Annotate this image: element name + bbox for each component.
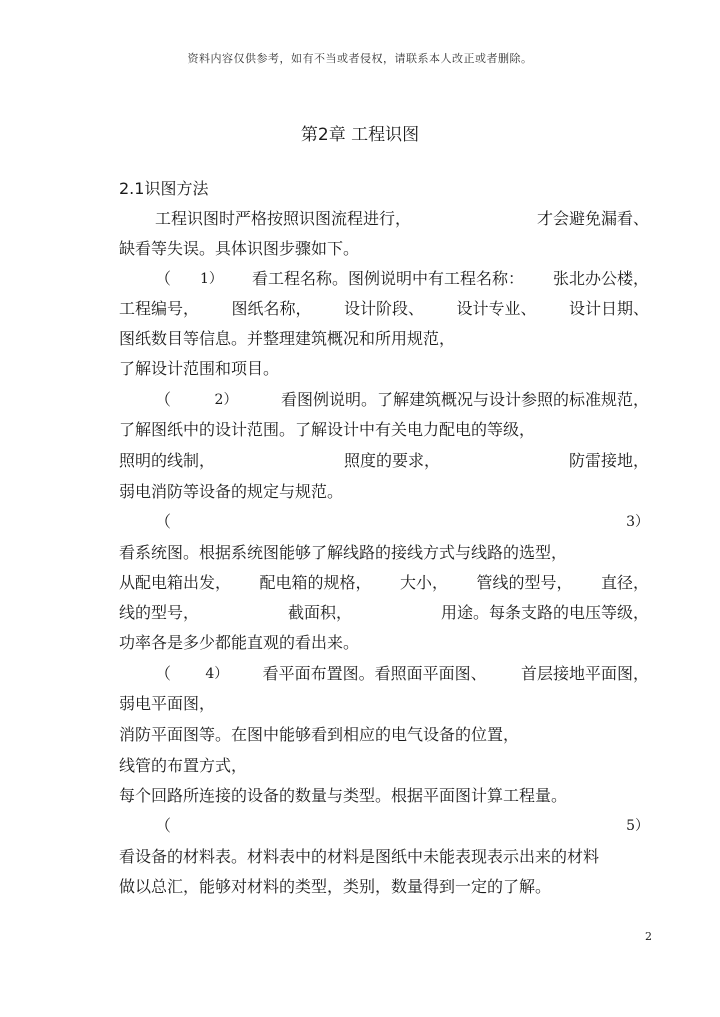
paragraph-line: 了解图纸中的设计范围。了解设计中有关电力配电的等级，	[119, 420, 536, 439]
paragraph-line: （ 1） 看工程名称。图例说明中有工程名称： 张北办公楼，	[155, 269, 649, 288]
paragraph-line: 工程编号， 图纸名称， 设计阶段、 设计专业、 设计日期、	[119, 299, 649, 318]
paragraph-line: 消防平面图等。在图中能够看到相应的电气设备的位置，	[119, 725, 520, 744]
paragraph-line: （ 5）	[155, 816, 649, 835]
paragraph-line: 了解设计范围和项目。	[119, 359, 280, 378]
page-number: 2	[645, 930, 652, 943]
paragraph-line: 照明的线制， 照度的要求， 防雷接地，	[119, 451, 649, 470]
paragraph-line: 弱电消防等设备的规定与规范。	[119, 482, 344, 501]
paragraph-line: 线的型号， 截面积， 用途。每条支路的电压等级，	[119, 603, 649, 622]
paragraph-line: 功率各是多少都能直观的看出来。	[119, 633, 360, 652]
paragraph-line: 看设备的材料表。材料表中的材料是图纸中未能表现表示出来的材料	[119, 847, 600, 866]
paragraph-line: 从配电箱出发， 配电箱的规格， 大小， 管线的型号， 直径，	[119, 573, 649, 592]
disclaimer-header: 资料内容仅供参考，如有不当或者侵权，请联系本人改正或者删除。	[187, 52, 533, 65]
section-title: 2.1识图方法	[119, 179, 209, 198]
paragraph-line: （ 2） 看图例说明。了解建筑概况与设计参照的标准规范，	[155, 390, 649, 409]
paragraph-line: （ 4） 看平面布置图。看照面平面图、 首层接地平面图，	[155, 664, 649, 683]
paragraph-line: 弱电平面图，	[119, 694, 216, 713]
paragraph-line: 看系统图。根据系统图能够了解线路的接线方式与线路的选型，	[119, 543, 568, 562]
paragraph-line: 工程识图时严格按照识图流程进行， 才会避免漏看、	[155, 209, 649, 228]
paragraph-line: 缺看等失误。具体识图步骤如下。	[119, 239, 360, 258]
chapter-title: 第2章 工程识图	[300, 125, 420, 145]
paragraph-line: 每个回路所连接的设备的数量与类型。根据平面图计算工程量。	[119, 786, 568, 805]
paragraph-line: 图纸数目等信息。并整理建筑概况和所用规范，	[119, 329, 456, 348]
paragraph-line: 线管的布置方式，	[119, 756, 248, 775]
paragraph-line: 做以总汇，能够对材料的类型，类别，数量得到一定的了解。	[119, 877, 552, 896]
paragraph-line: （ 3）	[155, 512, 649, 531]
